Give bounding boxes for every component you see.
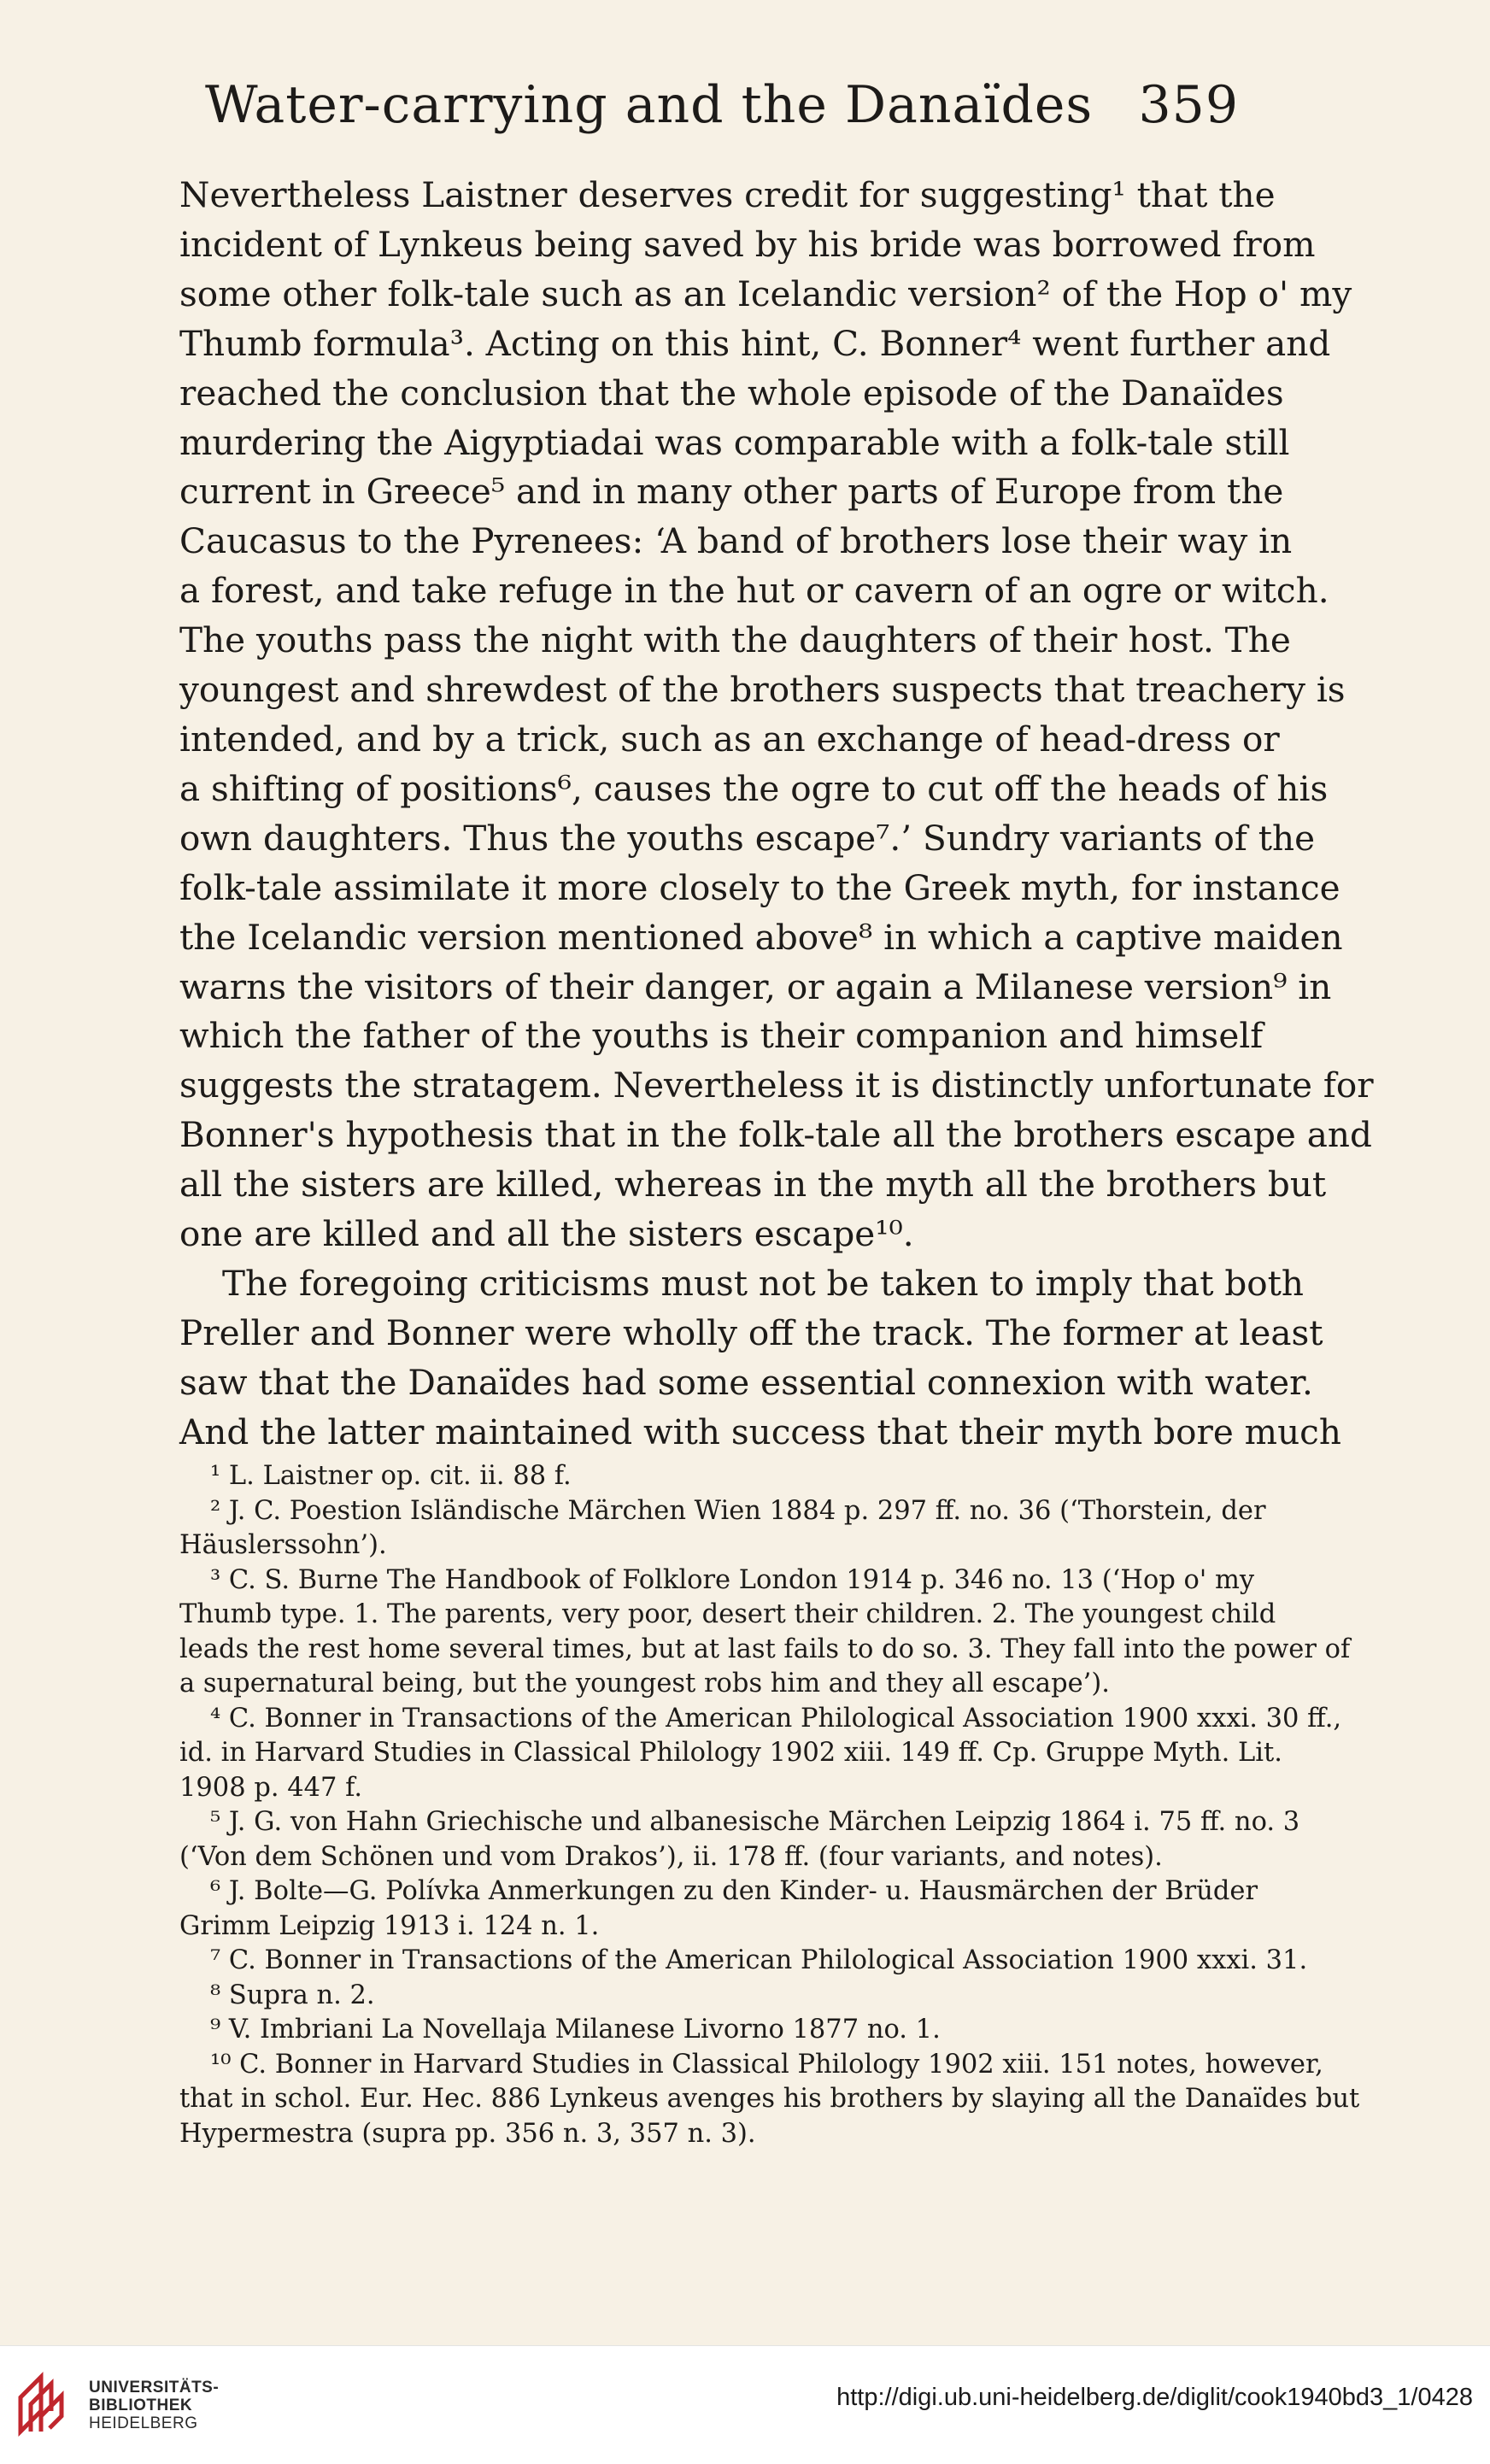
footnote-line: 1908 p. 447 f. <box>179 1772 363 1803</box>
text-line: Bonner's hypothesis that in the folk-tale all the brothers escape and <box>179 1114 1372 1156</box>
text-line: Thumb formula³. Acting on this hint, C. Bonner⁴ went further and <box>179 322 1331 364</box>
library-name <box>89 2379 219 2432</box>
text-line: Nevertheless Laistner deserves credit for suggesting¹ that the <box>179 174 1276 215</box>
page-number: 359 <box>1138 75 1239 135</box>
footnote-line: leads the rest home several times, but at last fails to do so. 3. They fall into the power of <box>179 1634 1351 1664</box>
running-title: Water-carrying and the Danaïdes <box>205 75 1094 135</box>
footnote-line: Thumb type. 1. The parents, very poor, desert their children. 2. The youngest child <box>179 1599 1276 1629</box>
text-line: Caucasus to the Pyrenees: ‘A band of brothers lose their way in <box>179 520 1293 562</box>
text-line: reached the conclusion that the whole episode of the Danaïdes <box>179 372 1284 414</box>
text-line: folk-tale assimilate it more closely to the Greek myth, for instance <box>179 866 1340 908</box>
text-line: murdering the Aigyptiadai was comparable with a folk-tale still <box>179 421 1290 463</box>
text-line: a forest, and take refuge in the hut or cavern of an ogre or witch. <box>179 570 1329 612</box>
text-line: intended, and by a trick, such as an exchange of head-dress or <box>179 718 1280 760</box>
text-line: Preller and Bonner were wholly off the track. The former at least <box>179 1311 1323 1353</box>
footnote-line: ¹⁰ C. Bonner in Harvard Studies in Classical Philology 1902 xiii. 151 notes, however, <box>210 2049 1323 2080</box>
viewer-footer <box>0 2345 1490 2464</box>
text-line: some other folk-tale such as an Icelandic version² of the Hop o' my <box>179 273 1352 314</box>
library-name-line: HEIDELBERG <box>89 2414 198 2432</box>
body-text <box>179 171 1374 1458</box>
text-line: And the latter maintained with success that their myth bore much <box>179 1411 1341 1452</box>
text-line: one are killed and all the sisters escape¹⁰. <box>179 1213 914 1255</box>
footnote-line: ⁴ C. Bonner in Transactions of the American Philological Association 1900 xxxi. 30 ff., <box>210 1703 1342 1734</box>
footnote-line: ¹ L. Laistner op. cit. ii. 88 f. <box>210 1461 572 1491</box>
library-logo-icon[interactable] <box>15 2372 79 2435</box>
footnote-line: ⁸ Supra n. 2. <box>210 1980 375 2010</box>
source-url-link[interactable]: http://digi.ub.uni-heidelberg.de/diglit/cook1940bd3_1/0428 <box>836 2384 1473 2411</box>
footnotes <box>179 1459 1360 2151</box>
text-line: youngest and shrewdest of the brothers suspects that treachery is <box>179 669 1346 711</box>
text-line: The foregoing criticisms must not be taken to imply that both <box>222 1262 1305 1304</box>
text-line: a shifting of positions⁶, causes the ogre to cut off the heads of his <box>179 767 1329 809</box>
footnote-line: id. in Harvard Studies in Classical Philology 1902 xiii. 149 ff. Cp. Gruppe Myth. Lit. <box>179 1738 1282 1768</box>
text-line: own daughters. Thus the youths escape⁷.’ Sundry variants of the <box>179 817 1316 859</box>
footnote-line: ⁶ J. Bolte—G. Polívka Anmerkungen zu den Kinder- u. Hausmärchen der Brüder <box>210 1876 1258 1906</box>
footnote-line: ⁹ V. Imbriani La Novellaja Milanese Livorno 1877 no. 1. <box>210 2015 941 2045</box>
running-header <box>205 67 1239 144</box>
text-line: all the sisters are killed, whereas in the myth all the brothers but <box>179 1164 1327 1206</box>
footnote-line: a supernatural being, but the youngest robs him and they all escape’). <box>179 1669 1110 1698</box>
footnote-line: Hypermestra (supra pp. 356 n. 3, 357 n. 3). <box>179 2118 756 2149</box>
text-line: suggests the stratagem. Nevertheless it is distinctly unfortunate for <box>179 1065 1374 1106</box>
footnote-line: (‘Von dem Schönen und vom Drakos’), ii. 178 ff. (four variants, and notes). <box>179 1841 1163 1872</box>
footnote-line: that in schol. Eur. Hec. 886 Lynkeus avenges his brothers by slaying all the Danaïdes but <box>179 2084 1360 2114</box>
footnote-line: Häuslerssohn’). <box>179 1530 387 1560</box>
footnote-line: ³ C. S. Burne The Handbook of Folklore London 1914 p. 346 no. 13 (‘Hop o' my <box>210 1564 1255 1595</box>
footnote-line: ⁵ J. G. von Hahn Griechische und albanesische Märchen Leipzig 1864 i. 75 ff. no. 3 <box>210 1807 1300 1837</box>
text-line: incident of Lynkeus being saved by his bride was borrowed from <box>179 223 1316 265</box>
text-line: warns the visitors of their danger, or again a Milanese version⁹ in <box>179 965 1332 1007</box>
text-line: which the father of the youths is their companion and himself <box>179 1015 1264 1057</box>
text-line: saw that the Danaïdes had some essential connexion with water. <box>179 1361 1313 1403</box>
text-line: the Icelandic version mentioned above⁸ in which a captive maiden <box>179 916 1343 958</box>
library-name-line: BIBLIOTHEK <box>89 2397 193 2414</box>
footnote-line: ² J. C. Poestion Isländische Märchen Wien 1884 p. 297 ff. no. 36 (‘Thorstein, der <box>210 1495 1266 1526</box>
library-name-line: UNIVERSITÄTS- <box>89 2379 220 2397</box>
text-line: The youths pass the night with the daughters of their host. The <box>179 619 1291 661</box>
footnote-line: Grimm Leipzig 1913 i. 124 n. 1. <box>179 1910 600 1941</box>
text-line: current in Greece⁵ and in many other parts of Europe from the <box>179 471 1284 513</box>
footnote-line: ⁷ C. Bonner in Transactions of the American Philological Association 1900 xxxi. 31. <box>210 1945 1308 1975</box>
